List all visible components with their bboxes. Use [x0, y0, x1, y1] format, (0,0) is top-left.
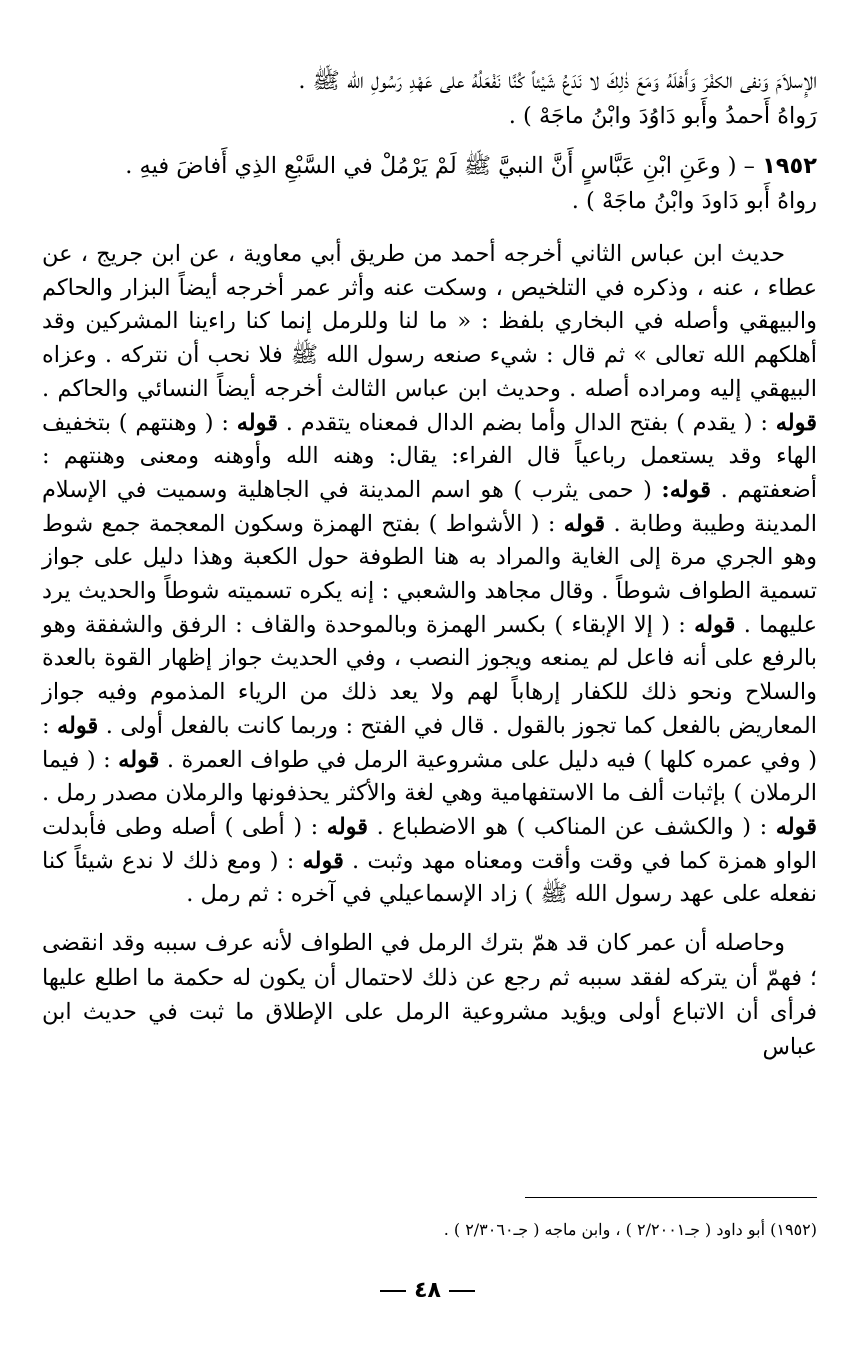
commentary: [42, 238, 817, 912]
keyword-qawluh: قوله: [236, 409, 278, 436]
keyword-qawluh: قوله: [775, 813, 817, 840]
hadith-1951-tail: [42, 64, 817, 133]
dash-decoration: [449, 1290, 475, 1292]
keyword-qawluh: قوله: [302, 847, 344, 874]
commentary-text: : ( الأشواط ) بفتح الهمزة وسكون المعجمة جمع شوط وهو الجري مرة إلى الغاية والمراد به هنا الطوفة حول الكعبة وهذا دليل على جواز تسمية الطواف شوطاً . وقال مجاهد والشعبي : إنه يكره تسميته شوطاً والحديث يرد عليهما .: [42, 510, 818, 638]
keyword-qawluh: قوله: [56, 712, 99, 739]
commentary-text: : ( ومع ذلك لا ندع شيئاً كنا نفعله على عهد رسول الله ﷺ ) زاد الإسماعيلي في آخره : ثم رمل .: [42, 847, 817, 908]
keyword-qawluh: قوله: [563, 510, 606, 537]
hadith-1952-body: – ( وعَنِ ابْنِ عَبَّاسٍ أَنَّ النبيَّ ﷺ لَمْ يَرْمُلْ في السَّبْعِ الذِي أَفاضَ فيهِ .: [125, 153, 763, 179]
keyword-qawluh: قوله: [775, 409, 817, 436]
commentary-text: حديث ابن عباس الثاني أخرجه أحمد من طريق أبي معاوية ، عن ابن جريج ، عن عطاء ، عنه ، وذكره في التلخيص ، وسكت عنه وأثر عمر أخرجه أيضاً البزار والحاكم والبيهقي وأصله في البخاري بلفظ : « ما لنا وللرمل إنما كنا راءينا المشركين وقد أهلكهم الله تعالى » ثم قال : شيء صنعه رسول الله ﷺ فلا نحب أن نتركه . وعزاه البيهقي إليه ومراده أصله . وحديث ابن عباس الثالث أخرجه أيضاً النسائي والحاكم .: [42, 241, 817, 402]
footnote-rule: [525, 1197, 817, 1198]
conclusion-paragraph: وحاصله أن عمر كان قد همّ بترك الرمل في الطواف لأنه عرف سببه وقد انقضى ؛ فهمّ أن يتركه لفقد سببه ثم رجع عن ذلك لاحتمال أن يكون له حكمة ما اطلع عليها فرأى أن الاتباع أولى ويؤيد مشروعية الرمل على الإطلاق ما ثبت في حديث ابن عباس: [42, 930, 817, 1060]
hadith-1951-line2: رَواهُ أَحمدُ وأَبو دَاوُدَ وابْنُ ماجَهْ ) .: [508, 102, 817, 129]
hadith-number: ١٩٥٢: [762, 153, 817, 179]
keyword-qawluh: قوله: [118, 746, 160, 773]
keyword-qawluh: قوله:: [661, 476, 712, 503]
dash-decoration: [380, 1290, 406, 1292]
commentary-text: : ( وفي عمره كلها ) فيه دليل على مشروعية الرمل في طواف العمرة .: [42, 712, 817, 773]
hadith-1952-text: [42, 149, 817, 184]
keyword-qawluh: قوله: [326, 813, 369, 840]
commentary-text: : ( والكشف عن المناكب ) هو الاضطباع .: [376, 813, 776, 840]
commentary-text: : ( إلا الإبقاء ) بكسر الهمزة وبالموحدة والقاف : الرفق والشفقة وهو بالرفع على أنه فاعل لم يمنعه ويجوز النصب ، وفي الحديث جواز إظهار القوة بالعدة والسلاح ونحو ذلك للكفار إرهاباً لهم ولا يعد ذلك من الرياء المذموم وفيه جواز المعاريض بالفعل كما تجوز بالقول . قال في الفتح : وربما كانت بالفعل أولى .: [42, 611, 818, 739]
footnote: (١٩٥٢) أبو داود ( جـ٢/٢٠٠١ ) ، وابن ماجه ( جـ٢/٣٠٦٠ ) .: [443, 1220, 817, 1239]
commentary-text: ( حمى يثرب ) هو اسم المدينة في الجاهلية وسميت في الإسلام المدينة وطيبة وطابة .: [42, 476, 818, 537]
commentary-paragraph: [42, 238, 817, 912]
hadith-1952-source: رواهُ أَبو دَاودَ وابْنُ ماجَهْ ) .: [571, 187, 817, 214]
commentary-text: : ( يقدم ) بفتح الدال وأما بضم الدال فمعناه يتقدم .: [285, 409, 776, 436]
hadith-1952: [42, 149, 817, 218]
commentary-text: : ( وهنتهم ) بتخفيف الهاء وقد يستعمل رباعياً قال الفراء: يقال: وهنه الله وأوهنه ومعنى وهنتهم : أضعفتهم .: [42, 409, 817, 503]
keyword-qawluh: قوله: [694, 611, 736, 638]
page-number: [0, 1278, 855, 1303]
hadith-1951-line1: الإِسلاَمَ وَنفى الكفْرَ وَأَهْلَهُ وَمَعَ ذٰلِكَ لا نَدَعُ شَيْئاً كُنَّا نَفْعَلُهُ على عَهْدِ رَسُولِ الله ﷺ .: [298, 68, 817, 94]
conclusion: [42, 926, 817, 1064]
commentary-text: : ( فيما الرملان ) بإثبات ألف ما الاستفهامية وهي لغة والأكثر يحذفونها والرملان مصدر رمل .: [42, 746, 817, 807]
commentary-text: : ( أطى ) أصله وطى فأبدلت الواو همزة كما في وقت وأقت ومعناه مهد وثبت .: [42, 813, 817, 874]
page-number-text: ٤٨: [414, 1278, 441, 1303]
